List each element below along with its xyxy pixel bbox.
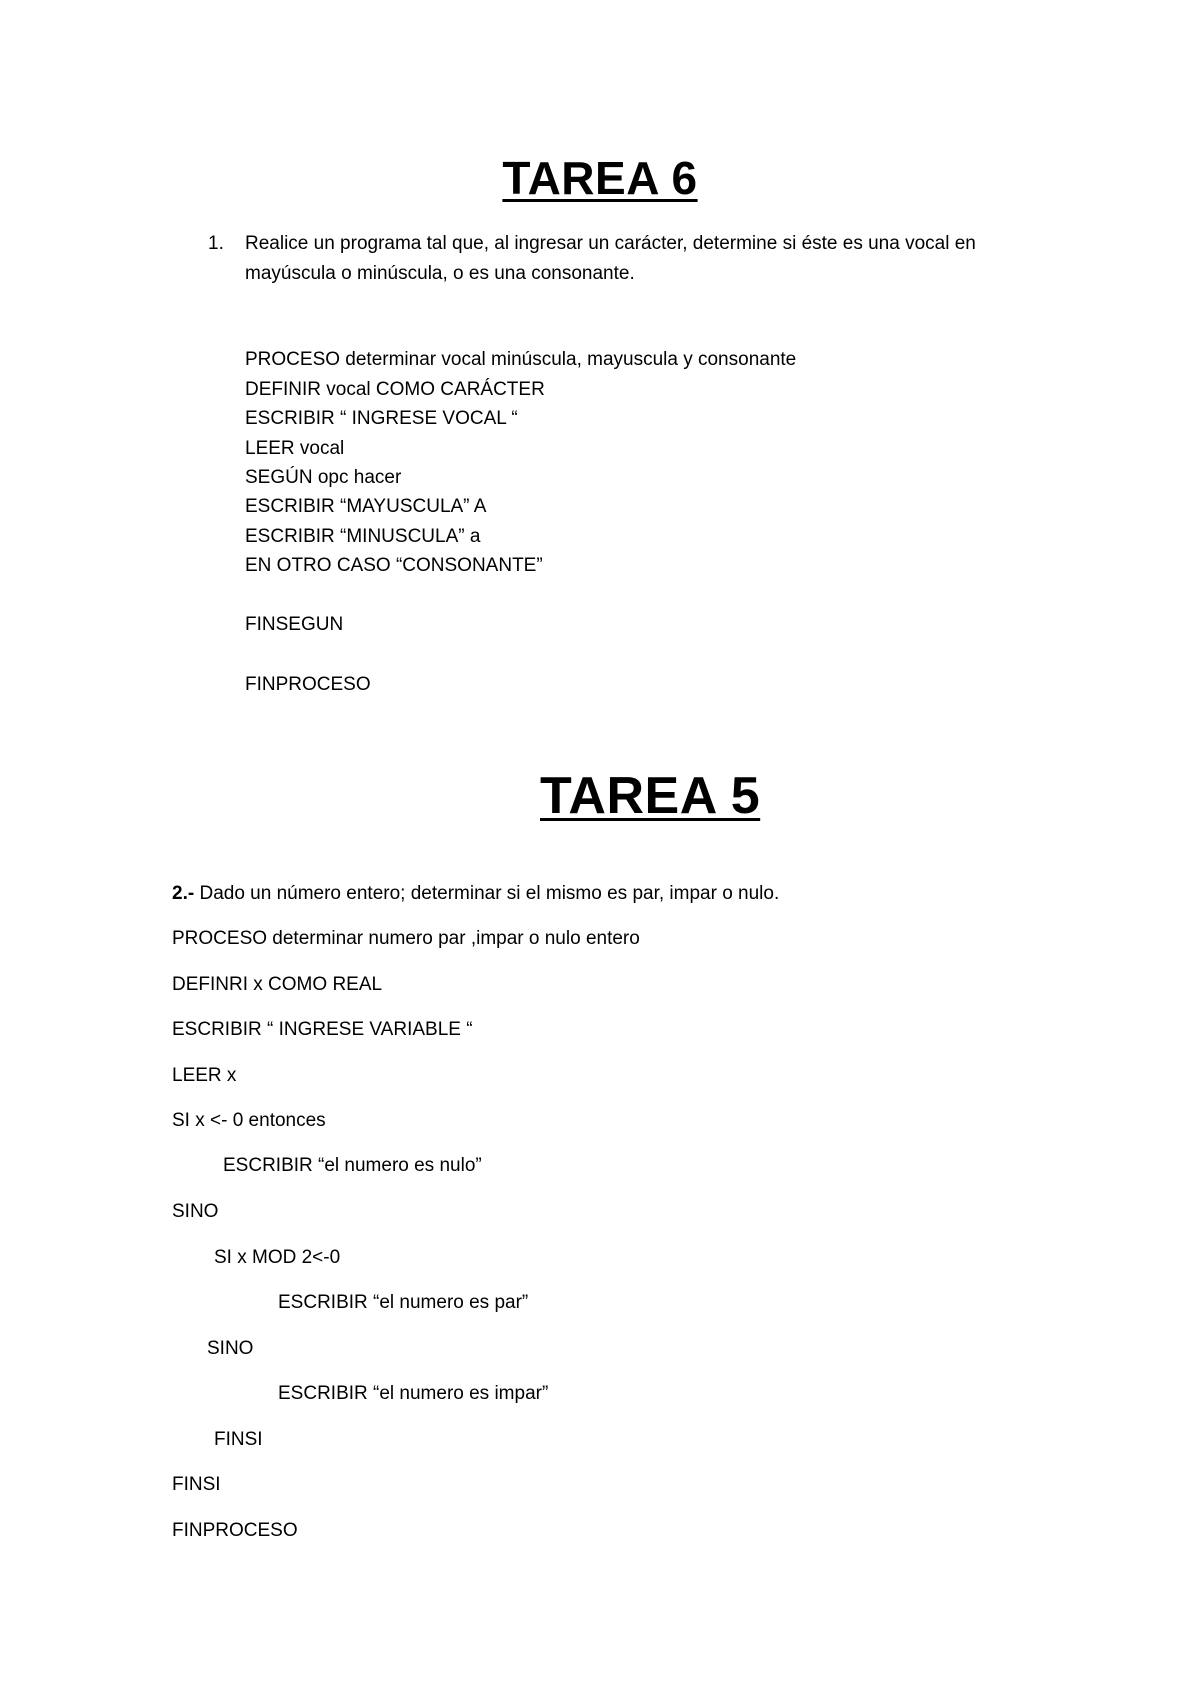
t5-code-line: FINSI bbox=[214, 1429, 263, 1450]
t6-code-line: SEGÚN opc hacer bbox=[245, 467, 402, 488]
question1-number: 1. bbox=[208, 233, 224, 254]
t5-code-line: ESCRIBIR “el numero es par” bbox=[278, 1292, 529, 1313]
t6-code-line: PROCESO determinar vocal minúscula, mayuscula y consonante bbox=[245, 349, 797, 370]
tarea6-title: TAREA 6 bbox=[502, 152, 698, 204]
t6-code-line: FINPROCESO bbox=[245, 674, 371, 695]
t6-code-line: LEER vocal bbox=[245, 438, 345, 459]
t5-code-line: ESCRIBIR “el numero es nulo” bbox=[223, 1155, 482, 1176]
t5-code-line: SINO bbox=[207, 1338, 254, 1359]
t5-code-line: SI x MOD 2<-0 bbox=[214, 1247, 341, 1268]
tarea5-title: TAREA 5 bbox=[540, 767, 761, 825]
t5-code-line: LEER x bbox=[172, 1065, 237, 1086]
t6-code-line: ESCRIBIR “ INGRESE VOCAL “ bbox=[245, 408, 518, 429]
t5-code-line: PROCESO determinar numero par ,impar o nulo entero bbox=[172, 928, 640, 949]
t5-code-line: SI x <- 0 entonces bbox=[172, 1110, 326, 1131]
t5-code-line: FINPROCESO bbox=[172, 1520, 298, 1541]
question2-number: 2.- bbox=[172, 883, 195, 904]
t6-code-line: EN OTRO CASO “CONSONANTE” bbox=[245, 555, 543, 576]
t5-code-line: ESCRIBIR “ INGRESE VARIABLE “ bbox=[172, 1019, 473, 1040]
question1-text-line2: mayúscula o minúscula, o es una consonante. bbox=[245, 263, 635, 284]
t6-code-line: ESCRIBIR “MAYUSCULA” A bbox=[245, 496, 487, 517]
question2-text: Dado un número entero; determinar si el mismo es par, impar o nulo. bbox=[194, 883, 780, 904]
question1-text-line1: Realice un programa tal que, al ingresar un carácter, determine si éste es una vocal en bbox=[245, 233, 976, 254]
question2 bbox=[172, 881, 779, 907]
t5-code-line: DEFINRI x COMO REAL bbox=[172, 974, 383, 995]
t5-code-line: FINSI bbox=[172, 1474, 221, 1495]
t5-code-line: SINO bbox=[172, 1201, 219, 1222]
t6-code-line: FINSEGUN bbox=[245, 614, 344, 635]
t6-code-line: DEFINIR vocal COMO CARÁCTER bbox=[245, 379, 545, 400]
t6-code-line: ESCRIBIR “MINUSCULA” a bbox=[245, 526, 481, 547]
t5-code-line: ESCRIBIR “el numero es impar” bbox=[278, 1383, 549, 1404]
